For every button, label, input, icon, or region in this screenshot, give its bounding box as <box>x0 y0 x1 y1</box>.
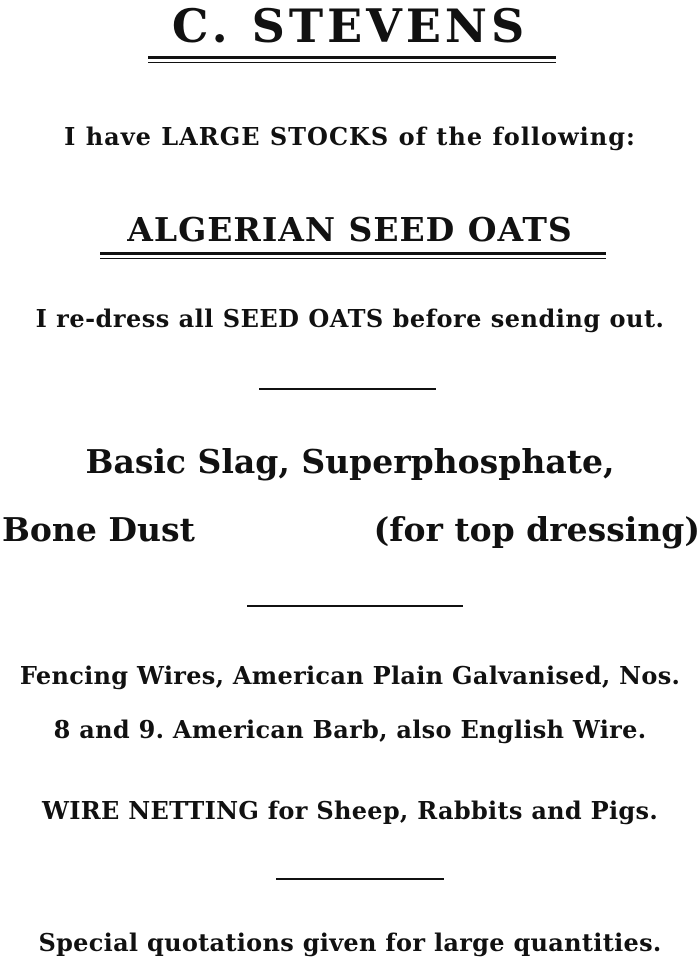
fertilizers-line: Basic Slag, Superphosphate, <box>85 442 615 481</box>
divider-rule <box>276 878 444 880</box>
bone-dust-text: Bone Dust <box>2 510 195 549</box>
title-underline <box>148 56 556 59</box>
merchant-name: C. STEVENS <box>171 0 529 53</box>
headline-product: ALGERIAN SEED OATS <box>127 210 573 249</box>
divider-rule <box>247 605 463 607</box>
redress-note: I re-dress all SEED OATS before sending out. <box>35 304 665 333</box>
divider-rule <box>259 388 436 390</box>
special-quotations: Special quotations given for large quantities. <box>38 928 662 957</box>
stocks-intro: I have LARGE STOCKS of the following: <box>64 122 636 151</box>
fencing-line-1: Fencing Wires, American Plain Galvanised, Nos. <box>19 661 681 690</box>
headline-underline <box>100 252 606 255</box>
netting-line: WIRE NETTING for Sheep, Rabbits and Pigs. <box>42 796 658 825</box>
title-underline-thin <box>148 62 556 63</box>
top-dressing-text: (for top dressing) <box>373 510 700 549</box>
fencing-line-2: 8 and 9. American Barb, also English Wire. <box>53 715 647 744</box>
headline-underline-thin <box>100 258 606 259</box>
